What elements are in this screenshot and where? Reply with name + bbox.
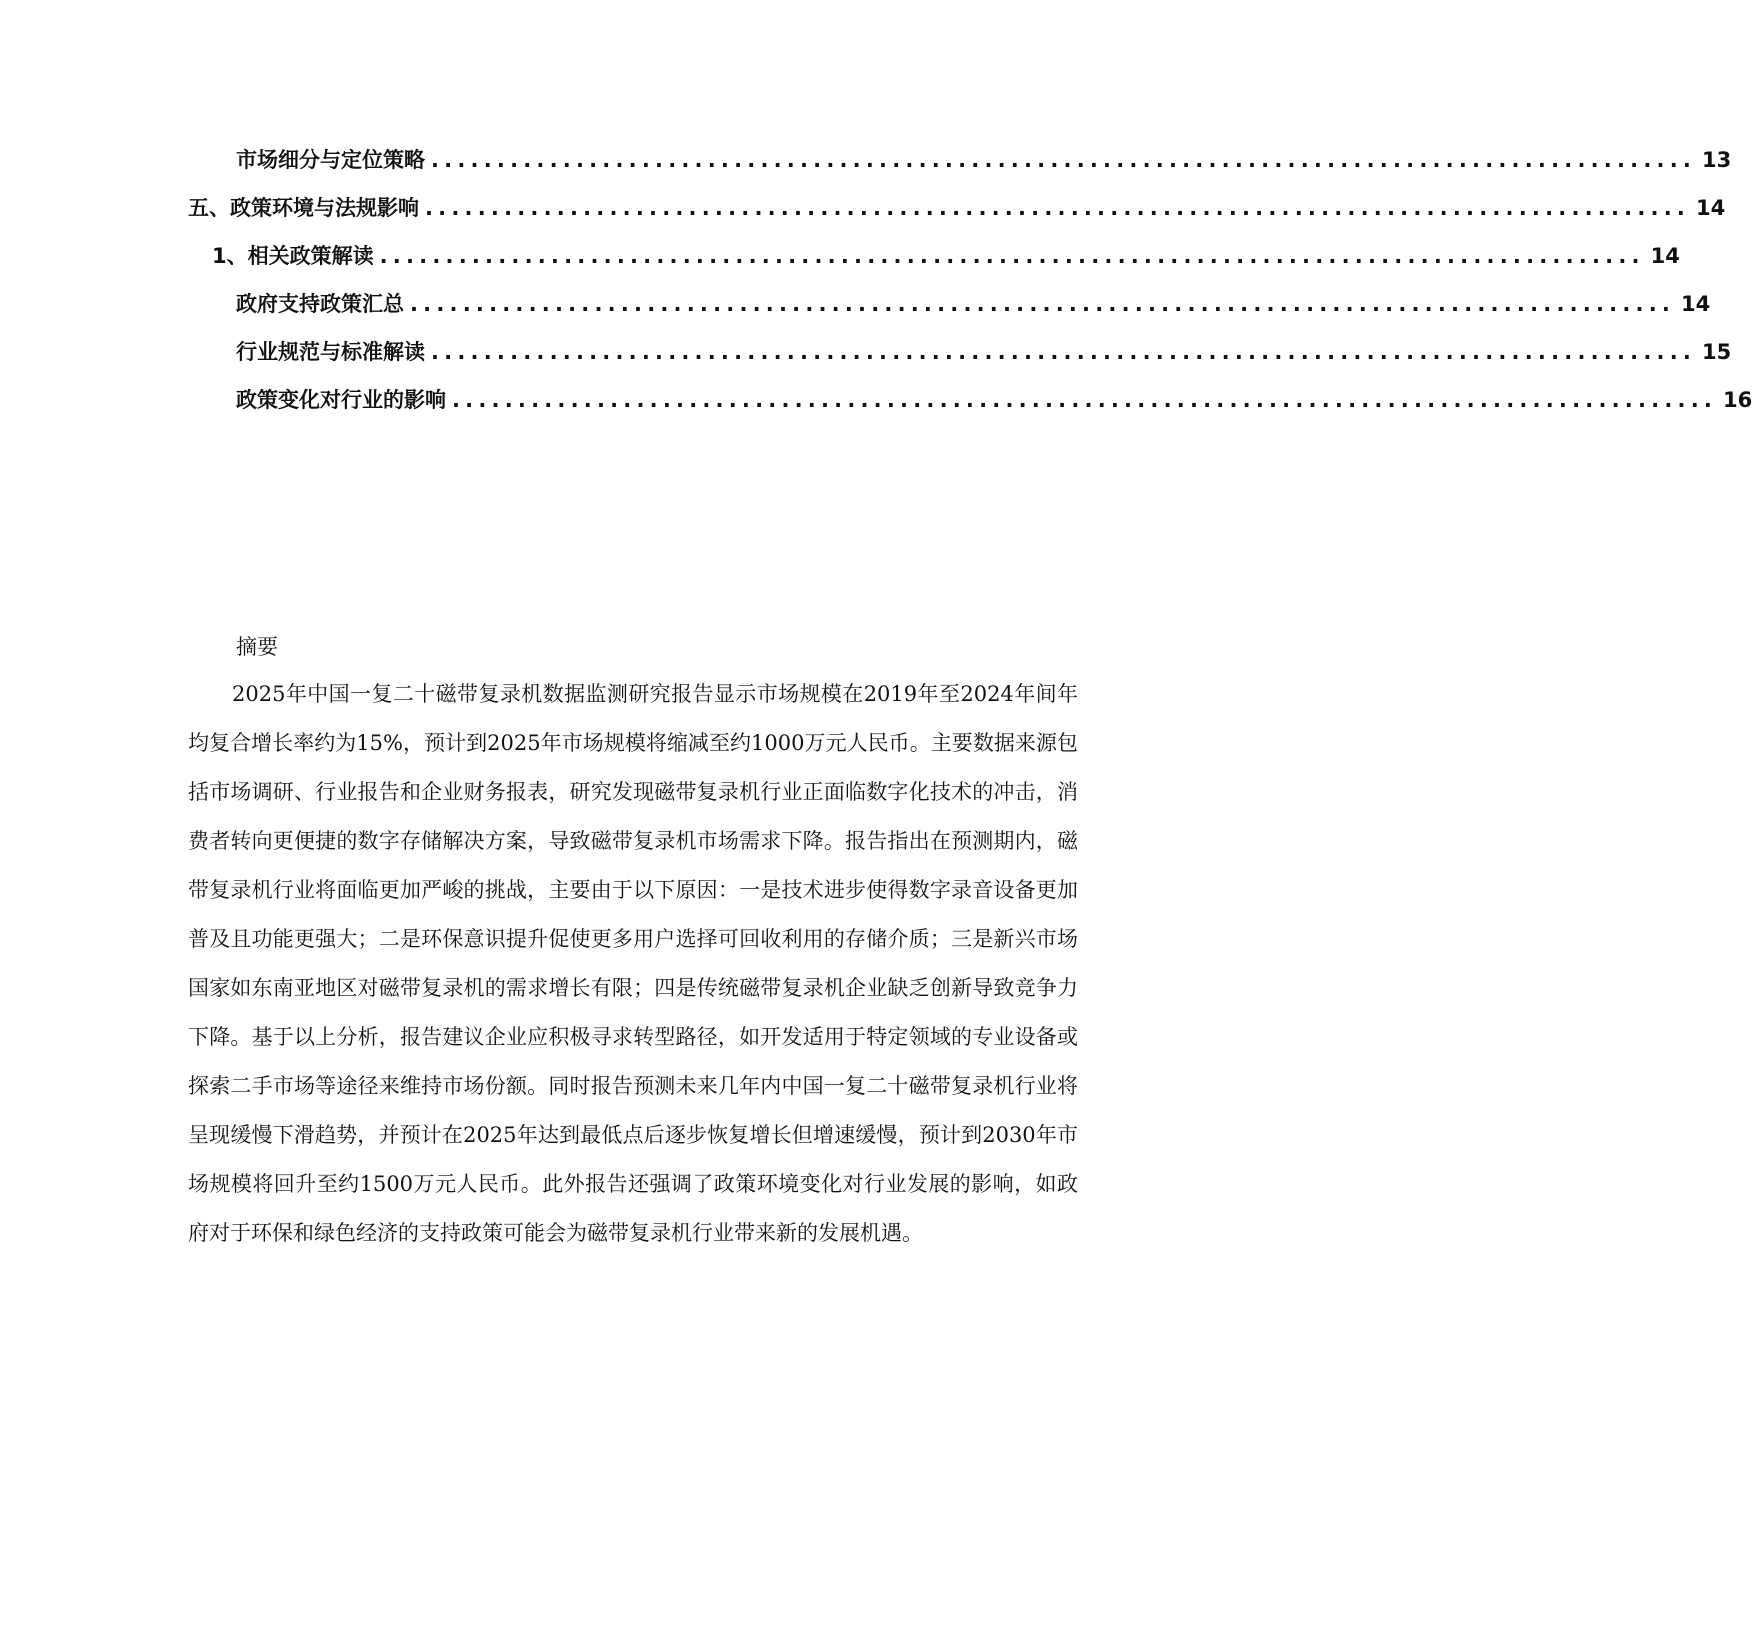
- toc-dot-leader: ................................................................................................: [379, 244, 1645, 268]
- toc-entry-page: 16: [1723, 388, 1752, 412]
- toc-entry-label: 政府支持政策汇总: [236, 292, 404, 316]
- toc-dot-leader: ................................................................................................: [431, 148, 1697, 172]
- toc-entry[interactable]: [188, 335, 1732, 383]
- toc-entry-page: 13: [1702, 148, 1732, 172]
- toc-entry[interactable]: [188, 239, 1680, 287]
- toc-dot-leader: ................................................................................................: [410, 292, 1676, 316]
- toc-entry[interactable]: [188, 191, 1726, 239]
- abstract-heading: 摘要: [236, 635, 278, 659]
- toc-entry[interactable]: [188, 383, 1752, 431]
- toc-entry-page: 14: [1696, 196, 1726, 220]
- toc-entry-label: 政策变化对行业的影响: [236, 388, 446, 412]
- toc-entry-page: 14: [1650, 244, 1680, 268]
- toc-entry-label: 五、政策环境与法规影响: [188, 196, 419, 220]
- toc-entry-label: 行业规范与标准解读: [236, 340, 425, 364]
- toc-entry-page: 15: [1702, 340, 1732, 364]
- toc-dot-leader: ................................................................................................: [431, 340, 1697, 364]
- toc-dot-leader: ................................................................................................: [425, 196, 1691, 220]
- toc-entry[interactable]: [188, 143, 1732, 191]
- table-of-contents: [188, 143, 1752, 431]
- abstract-paragraph: 2025年中国一复二十磁带复录机数据监测研究报告显示市场规模在2019年至2024年间年均复合增长率约为15%，预计到2025年市场规模将缩减至约1000万元人民币。主要数据来源包括市场调研、行业报告和企业财务报表，研究发现磁带复录机行业正面临数字化技术的冲击，消费者转向更便捷的数字存储解决方案，导致磁带复录机市场需求下降。报告指出在预测期内，磁带复录机行业将面临更加严峻的挑战，主要由于以下原因：一是技术进步使得数字录音设备更加普及且功能更强大；二是环保意识提升促使更多用户选择可回收利用的存储介质；三是新兴市场国家如东南亚地区对磁带复录机的需求增长有限；四是传统磁带复录机企业缺乏创新导致竞争力下降。基于以上分析，报告建议企业应积极寻求转型路径，如开发适用于特定领域的专业设备或探索二手市场等途径来维持市场份额。同时报告预测未来几年内中国一复二十磁带复录机行业将呈现缓慢下滑趋势，并预计在2025年达到最低点后逐步恢复增长但增速缓慢，预计到2030年市场规模将回升至约1500万元人民币。此外报告还强调了政策环境变化对行业发展的影响，如政府对于环保和绿色经济的支持政策可能会为磁带复录机行业带来新的发展机遇。: [188, 682, 1078, 1245]
- toc-entry-label: 市场细分与定位策略: [236, 148, 425, 172]
- toc-entry[interactable]: [188, 287, 1711, 335]
- toc-dot-leader: ................................................................................................: [452, 388, 1718, 412]
- toc-entry-page: 14: [1681, 292, 1711, 316]
- toc-entry-label: 1、相关政策解读: [212, 244, 374, 268]
